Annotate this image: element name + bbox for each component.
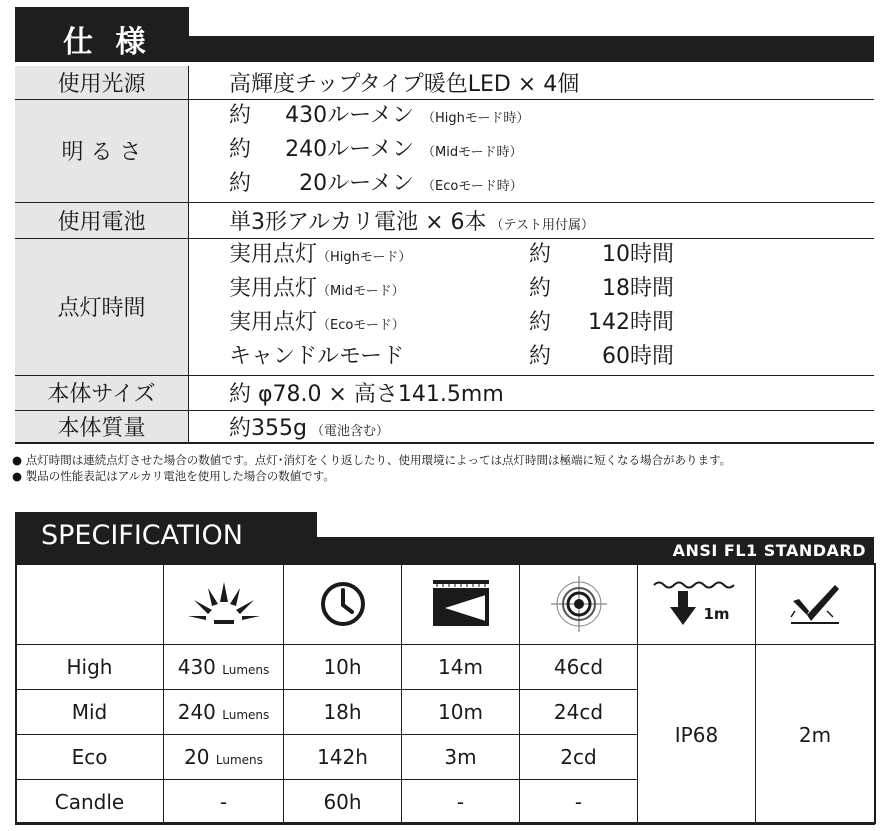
spec-title-tab [15,7,189,62]
mode-cell: High [16,645,164,690]
spec-label: 使用電池 [15,202,189,238]
intensity-cell: 2cd [520,735,638,780]
distance-cell: 10m [402,690,520,735]
intensity-cell: 24cd [520,690,638,735]
spec-value: 単3形アルカリ電池 × 6本 [229,209,487,235]
spec-notes [12,452,731,484]
lumens-cell: 20 Lumens [164,735,284,780]
runtime-line: 実用点灯（Midモード） 約 18時間 [229,275,674,301]
spec-value: 約 φ78.0 × 高さ141.5mm [229,382,504,407]
runtime-line: 実用点灯（Ecoモード） 約 142時間 [229,309,674,335]
brightness-line: 約 20ルーメン （Ecoモード時） [229,170,523,196]
spec-label: 使用光源 [15,66,189,99]
brightness-line: 約 240ルーメン （Midモード時） [229,136,523,162]
water-rating-cell: IP68 [638,645,756,825]
spec-note: （テスト用付属） [490,217,595,233]
spec-row-battery [15,202,874,238]
mode-cell: Eco [16,735,164,780]
light-output-icon [184,582,264,626]
specification-table [15,563,875,825]
note-line: ● 製品の性能表記はアルカリ電池を使用した場合の数値です。 [12,469,335,483]
spec-value: 約355g [229,415,307,441]
spec-row-weight [15,410,874,443]
distance-cell: 3m [402,735,520,780]
spec-note: （電池含む） [310,423,389,439]
spec-label: 点灯時間 [15,238,189,375]
specification-title: SPECIFICATION [41,520,243,551]
spec-title: 仕 様 [63,25,152,60]
spec-row-size [15,375,874,410]
runtime-line: 実用点灯（Highモード） 約 10時間 [229,241,674,267]
mode-cell: Candle [16,780,164,825]
lumens-cell: 430 Lumens [164,645,284,690]
intensity-cell: 46cd [520,645,638,690]
distance-cell: - [402,780,520,825]
runtime-line: キャンドルモード 約 60時間 [229,343,674,369]
runtime-cell: 142h [284,735,402,780]
clock-icon [319,580,367,628]
depth-label: 1m [703,605,730,623]
mode-cell: Mid [16,690,164,735]
spec-label: 本体サイズ [15,375,189,410]
spec-row-brightness [15,99,874,202]
icon-row [16,564,875,645]
specification-title-tab [15,512,317,560]
spec-table [15,66,874,444]
lumens-cell: 240 Lumens [164,690,284,735]
spec-row-runtime [15,238,874,375]
distance-cell: 14m [402,645,520,690]
note-line: ● 点灯時間は連続点灯させた場合の数値です。点灯･消灯をくり返したり、使用環境によっては点灯時間は極端に短くなる場合があります。 [12,453,732,467]
lumens-cell: - [164,780,284,825]
target-icon [551,576,607,632]
runtime-cell: 18h [284,690,402,735]
spec-row-light-source [15,66,874,99]
spec-label: 本体質量 [15,410,189,443]
brightness-line: 約 430ルーメン （Highモード時） [229,102,530,128]
intensity-cell: - [520,780,638,825]
impact-icon [787,581,843,627]
impact-rating-cell: 2m [756,645,875,825]
spec-value: 高輝度チップタイプ暖色LED × 4個 [229,71,580,97]
runtime-cell: 10h [284,645,402,690]
ansi-standard-label: ANSI FL1 STANDARD [672,541,866,560]
specification-row-high [16,645,875,690]
spec-label: 明 る さ [15,99,189,202]
beam-distance-icon [431,578,491,630]
runtime-cell: 60h [284,780,402,825]
empty-header-cell [16,564,164,645]
water-depth-icon [652,579,742,629]
